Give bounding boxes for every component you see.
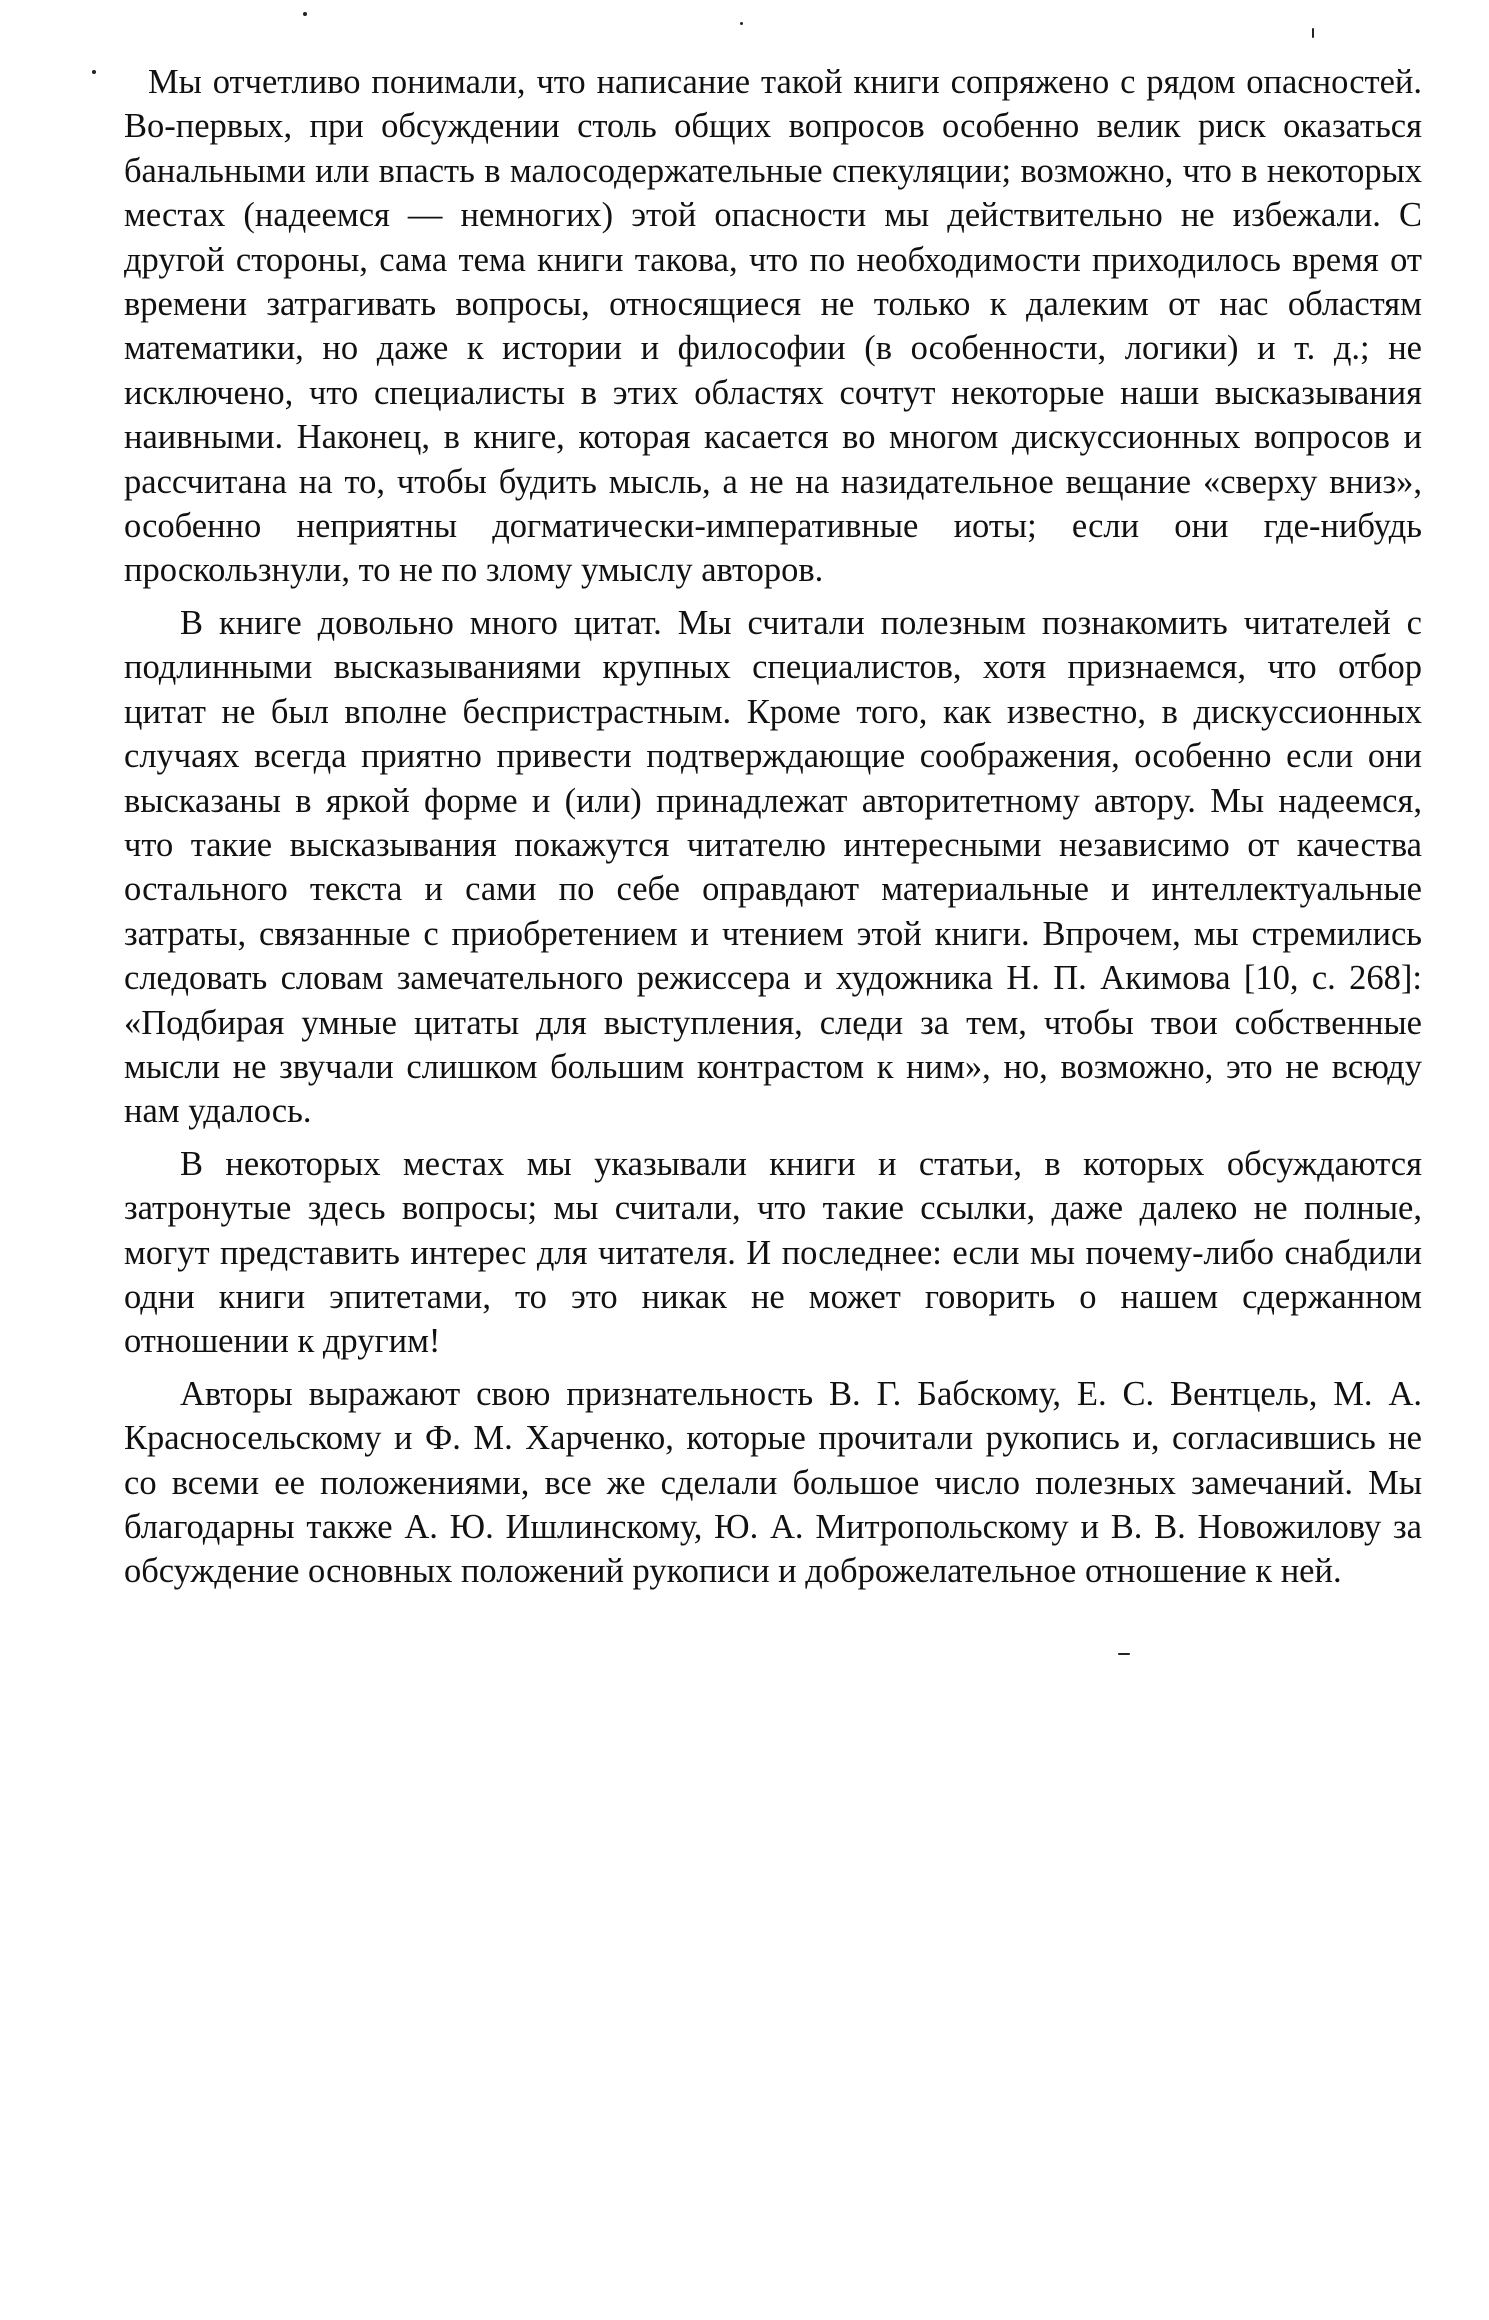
scan-speck: [92, 70, 96, 74]
paragraph-4: Авторы выражают свою признательность В. Г. Бабскому, Е. С. Вентцель, М. А. Красносельскому и Ф. М. Харченко, которые прочитали рукопись и, согласившись не со всеми ее положениями, все же сделали большое число полезных замечаний. Мы благодарны также А. Ю. Ишлинскому, Ю. А. Митропольскому и В. В. Новожилову за обсуждение основных положений рукописи и доброжелательное отношение к ней.: [124, 1374, 1422, 1591]
body-text: [124, 60, 1422, 1602]
scan-speck: [303, 12, 307, 16]
paragraph-2: В книге довольно много цитат. Мы считали полезным познакомить читателей с подлинными высказываниями крупных специалистов, хотя признаемся, что отбор цитат не был вполне беспристрастным. Кроме того, как известно, в дискуссионных случаях всегда приятно привести подтверждающие соображения, особенно если они высказаны в яркой форме и (или) принадлежат авторитетному автору. Мы надеемся, что такие высказывания покажутся читателю интересными независимо от качества остального текста и сами по себе оправдают материальные и интеллектуальные затраты, связанные с приобретением и чтением этой книги. Впрочем, мы стремились следовать словам замечательного режиссера и художника Н. П. Акимова [10, с. 268]: «Подбирая умные цитаты для выступления, следи за тем, чтобы твои собственные мысли не звучали слишком большим контрастом к ним», но, возможно, это не всюду нам удалось.: [124, 603, 1422, 1131]
scan-speck: [1118, 1653, 1130, 1655]
scan-speck: [1312, 28, 1314, 38]
scan-speck: [740, 22, 743, 25]
paragraph-3: В некоторых местах мы указывали книги и статьи, в которых обсуждаются затронутые здесь вопросы; мы считали, что такие ссылки, даже далеко не полные, могут представить интерес для читателя. И последнее: если мы почему-либо снабдили одни книги эпитетами, то это никак не может говорить о нашем сдержанном отношении к другим!: [124, 1144, 1422, 1361]
paragraph-1: Мы отчетливо понимали, что написание такой книги сопряжено с рядом опасностей. Во-первых, при обсуждении столь общих вопросов особенно велик риск оказаться банальными или впасть в малосодержательные спекуляции; возможно, что в некоторых местах (надеемся — немногих) этой опасности мы действительно не избежали. С другой стороны, сама тема книги такова, что по необходимости приходилось время от времени затрагивать вопросы, относящиеся не только к далеким от нас областям математики, но даже к истории и философии (в особенности, логики) и т. д.; не исключено, что специалисты в этих областях сочтут некоторые наши высказывания наивными. Наконец, в книге, которая касается во многом дискуссионных вопросов и рассчитана на то, чтобы будить мысль, а не на назидательное вещание «сверху вниз», особенно неприятны догматически-императивные иоты; если они где-нибудь проскользнули, то не по злому умыслу авторов.: [124, 63, 1422, 590]
